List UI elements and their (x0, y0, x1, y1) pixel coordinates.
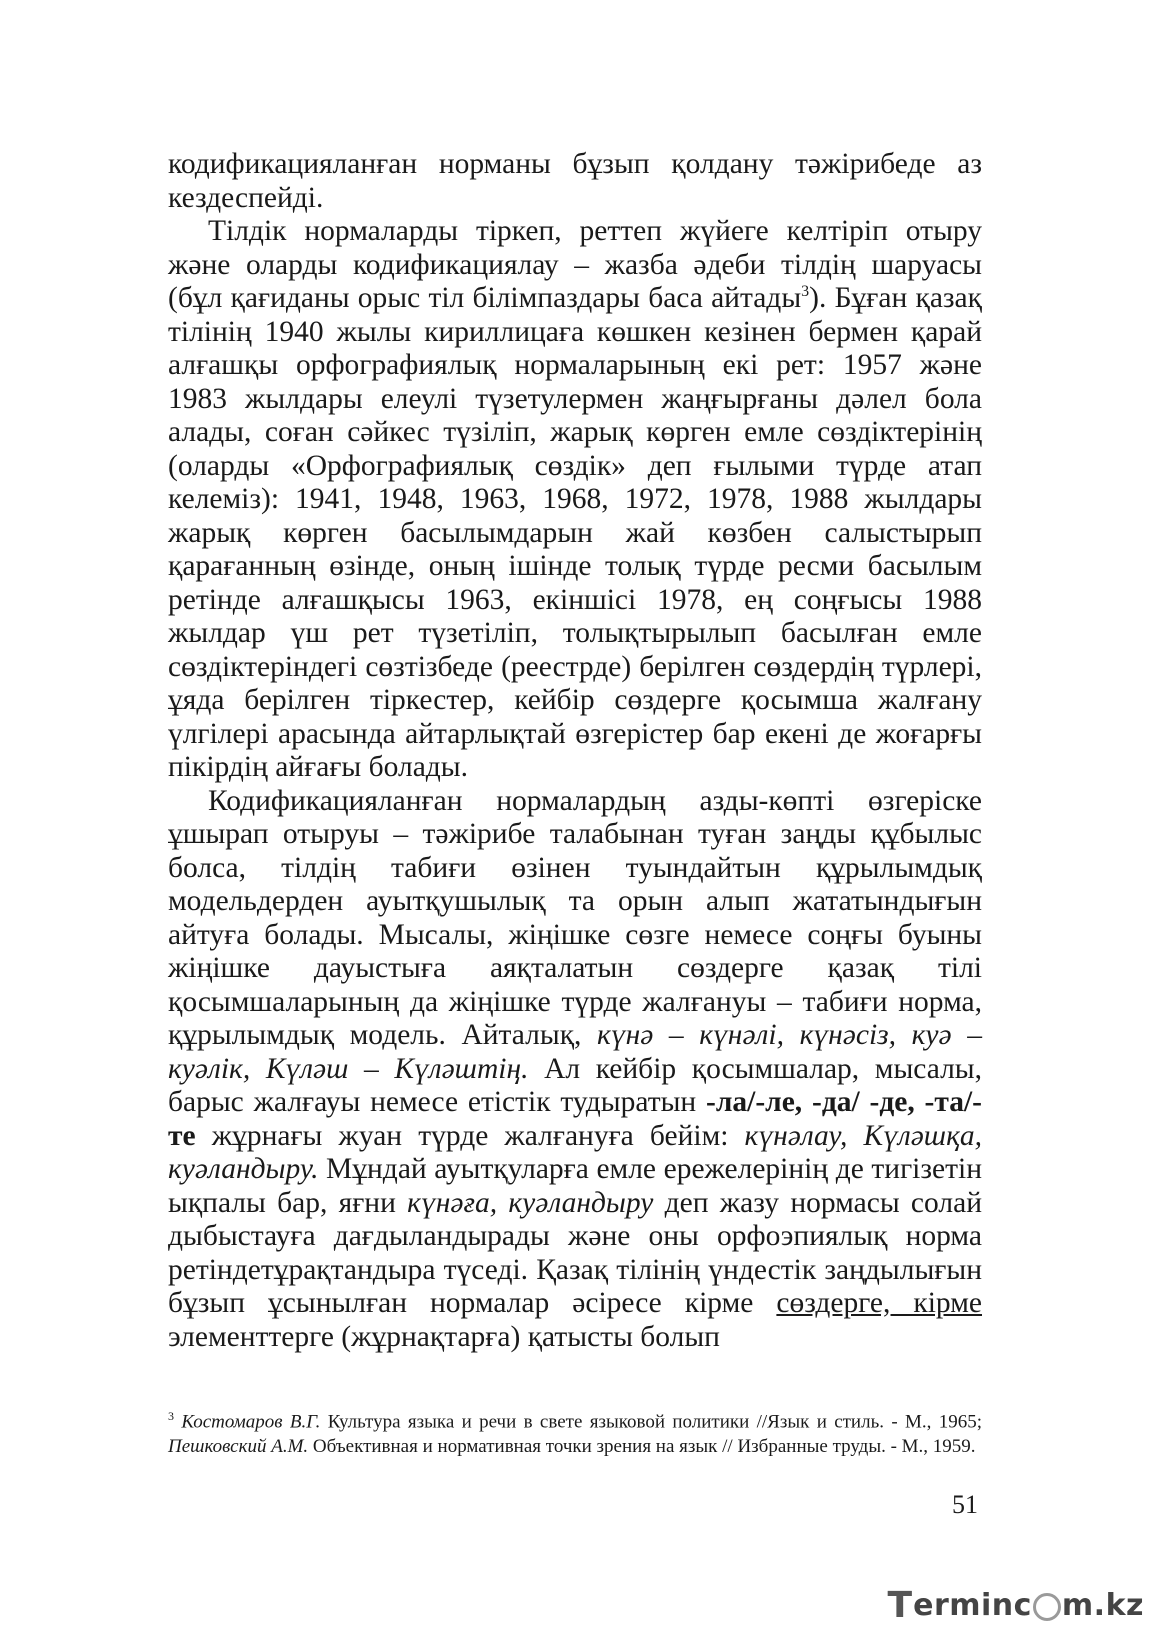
paragraph-2 (168, 215, 982, 785)
text-run: Объективная и нормативная точки зрения на язык // Избранные труды. - М., 1959. (308, 1435, 976, 1457)
text-run: Ал кейбір қосымшалар, мысалы, барыс жалғауы немесе етістік тудыратын (168, 1052, 982, 1118)
text-run: жұрнағы жуан түрде жалғануға бейім: (195, 1119, 745, 1152)
italic-run: Костомаров В.Г. (181, 1411, 321, 1433)
text-run: кодификацияланған норманы бұзып қолдану тәжірибеде аз кездеспейді. (168, 148, 982, 214)
text-run: ). Бұған қазақ тілінің 1940 жылы кириллицаға көшкен кезінен бермен қарай алғашқы орфографиялық нормаларының екі рет: 1957 және 1983 жылдары елеулі түзетулермен жаңғырғаны дәлел бола алады, соған сәйкес түзіліп, жарық көрген емле сөздіктерінің (оларды «Орфографиялық сөздік» деп ғылыми түрде атап келеміз): 1941, 1948, 1963, 1968, 1972, 1978, 1988 жылдары жарық көрген басылымдарын жай көзбен салыстырып қарағанның өзінде, оның ішінде толық түрде ресми басылым ретінде алғашқысы 1963, екіншісі 1978, ең соңғысы 1988 жылдар үш рет түзетіліп, толықтырылып басылған емле сөздіктеріндегі сөзтізбеде (реестрде) берілген сөздердің түрлері, ұяда берілген тіркестер, кейбір сөздерге қосымша жалғану үлгілері арасында айтарлықтай өзгерістер бар екені де жоғарғы пікірдің айғағы болады. (168, 282, 982, 783)
logo-letter: T (887, 1584, 913, 1626)
text-run: Кодификацияланған нормалардың азды-көпті өзгеріске ұшырап отыруы – тәжірибе талабынан туған заңды құбылыс болса, тілдің табиғи өзінен туындайтын құрылымдық модельдерден ауытқушылық та орын алып жататындығын айтуға болады. Мысалы, жіңішке сөзге немесе соңғы буыны жіңішке дауыстыға аяқталатын сөздерге қазақ тілі қосымшаларының да жіңішке түрде жалғануы – табиғи норма, құрылымдық модель. Айталық, (168, 784, 982, 1051)
italic-run: күнәлау, Күләшқа, куәландыру. (168, 1119, 982, 1185)
page-body (168, 148, 982, 1354)
italic-run: Пешковский А.М. (168, 1435, 309, 1457)
text-run: Мұндай ауытқуларға емле ережелерінің де тигізетін ықпалы бар, яғни (168, 1153, 982, 1219)
underlined-run: сөздерге, кірме (776, 1287, 982, 1319)
text-run: Культура языка и речи в свете языковой политики //Язык и стиль. - М., 1965; (320, 1411, 983, 1433)
text-run: элементтерге (жұрнақтарға) қатысты болып (168, 1320, 720, 1353)
logo-text-part1: erminc (913, 1587, 1032, 1623)
footnote-number: 3 (168, 1409, 174, 1423)
magnifier-icon (1033, 1593, 1061, 1621)
text-run: Тілдік нормаларды тіркеп, реттеп жүйеге келтіріп отыру және оларды кодификациялау – жазба әдеби тілдің шаруасы (бұл қағиданы орыс тіл білімпаздары баса айтады (168, 215, 982, 314)
footnote (168, 1404, 982, 1459)
bold-run: -ла/-ле, -да/ -де, -та/-те (168, 1086, 982, 1152)
footnote-text (168, 1411, 982, 1457)
logo-text-part2: m.kz (1061, 1587, 1144, 1623)
page-number: 51 (952, 1490, 978, 1519)
footnote-ref: 3 (801, 283, 810, 301)
italic-run: күнә – күнәлі, күнәсіз, куә – куәлік, Күләш – Күләштің. (168, 1019, 982, 1085)
text-run: деп жазу нормасы солай дыбыстауға дағдыландырады және оны орфоэпиялық норма ретіндетұрақтандыра түседі. Қазақ тілінің үндестік заңдылығын бұзып ұсынылған нормалар әсіресе кірме (168, 1186, 982, 1319)
termincom-logo (888, 1583, 1144, 1627)
italic-run: күнәға, куәландыру (407, 1186, 654, 1219)
paragraph-3 (168, 785, 982, 1355)
paragraph-1 (168, 148, 982, 215)
